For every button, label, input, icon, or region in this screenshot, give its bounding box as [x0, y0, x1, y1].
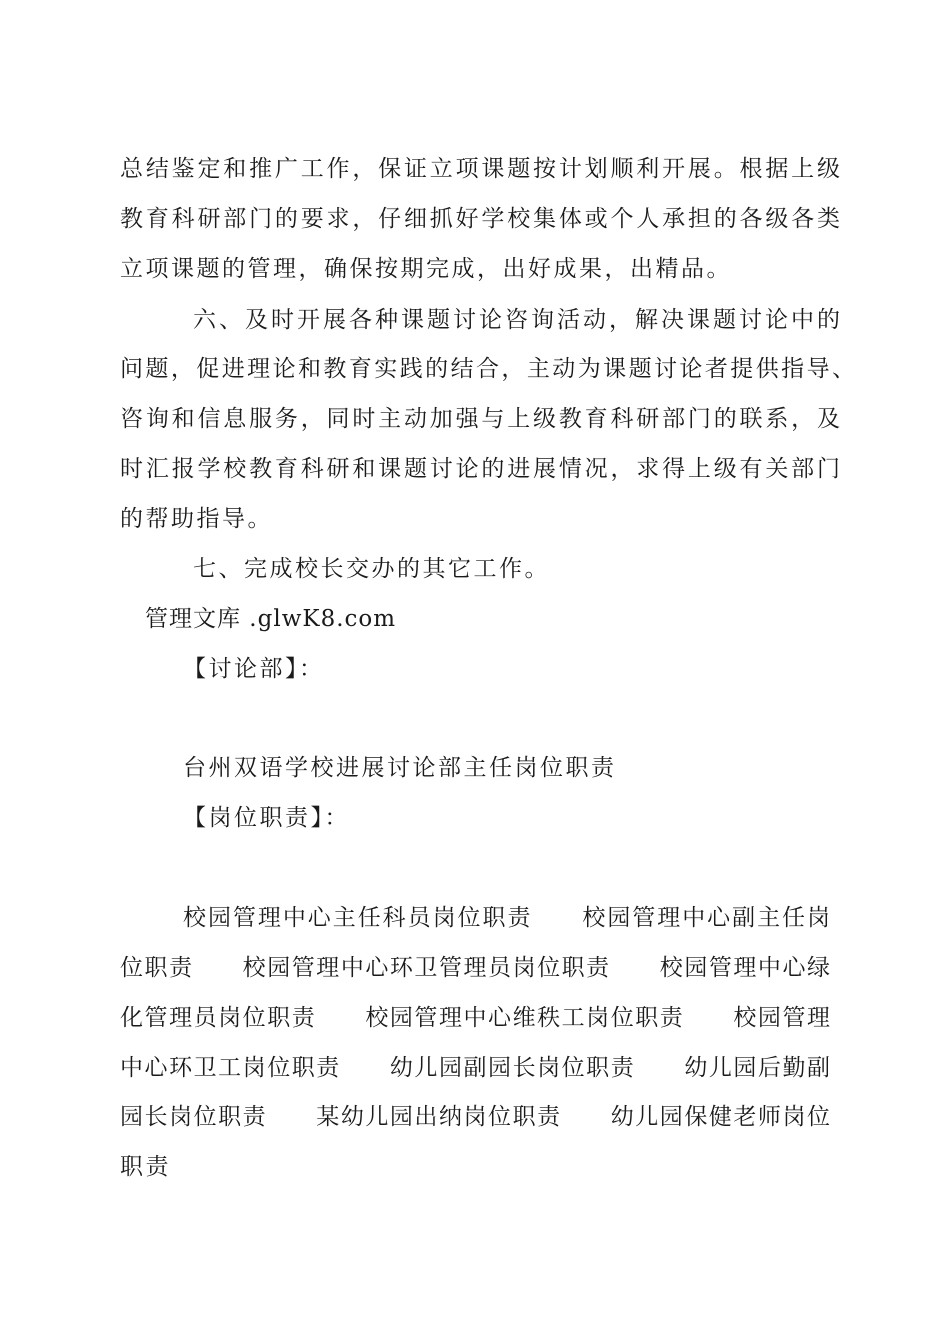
paragraph-2-line-2: 问题，促进理论和教育实践的结合，主动为课题讨论者提供指导、: [120, 356, 855, 382]
source-line: 管理文库 .glwK8.com: [145, 606, 397, 632]
related-list-line-6: 职责: [120, 1154, 171, 1180]
paragraph-2-line-5: 的帮助指导。: [120, 506, 273, 532]
related-list-line-5: 园长岗位职责 某幼儿园出纳岗位职责 幼儿园保健老师岗位: [120, 1104, 830, 1130]
paragraph-1-line-2: 教育科研部门的要求，仔细抓好学校集体或个人承担的各级各类: [120, 206, 840, 232]
related-list-line-2: 位职责 校园管理中心环卫管理员岗位职责 校园管理中心绿: [120, 955, 830, 981]
paragraph-3: 七、完成校长交办的其它工作。: [193, 556, 550, 582]
related-list-line-3: 化管理员岗位职责 校园管理中心维秩工岗位职责 校园管理: [120, 1005, 830, 1031]
section-label-discussion: 【讨论部】：: [183, 656, 325, 682]
paragraph-2-line-1: 六、及时开展各种课题讨论咨询活动，解决课题讨论中的: [193, 307, 840, 333]
job-title: 台州双语学校进展讨论部主任岗位职责: [183, 755, 617, 781]
related-list-line-4: 中心环卫工岗位职责 幼儿园副园长岗位职责 幼儿园后勤副: [120, 1055, 830, 1081]
paragraph-1-line-1: 总结鉴定和推广工作，保证立项课题按计划顺利开展。根据上级: [120, 156, 840, 182]
related-list-line-1: 校园管理中心主任科员岗位职责 校园管理中心副主任岗: [183, 905, 830, 931]
section-label-duties: 【岗位职责】：: [183, 805, 350, 831]
paragraph-1-line-3: 立项课题的管理，确保按期完成，出好成果，出精品。: [120, 256, 732, 282]
paragraph-2-line-4: 时汇报学校教育科研和课题讨论的进展情况，求得上级有关部门: [120, 456, 840, 482]
paragraph-2-line-3: 咨询和信息服务，同时主动加强与上级教育科研部门的联系，及: [120, 406, 840, 432]
